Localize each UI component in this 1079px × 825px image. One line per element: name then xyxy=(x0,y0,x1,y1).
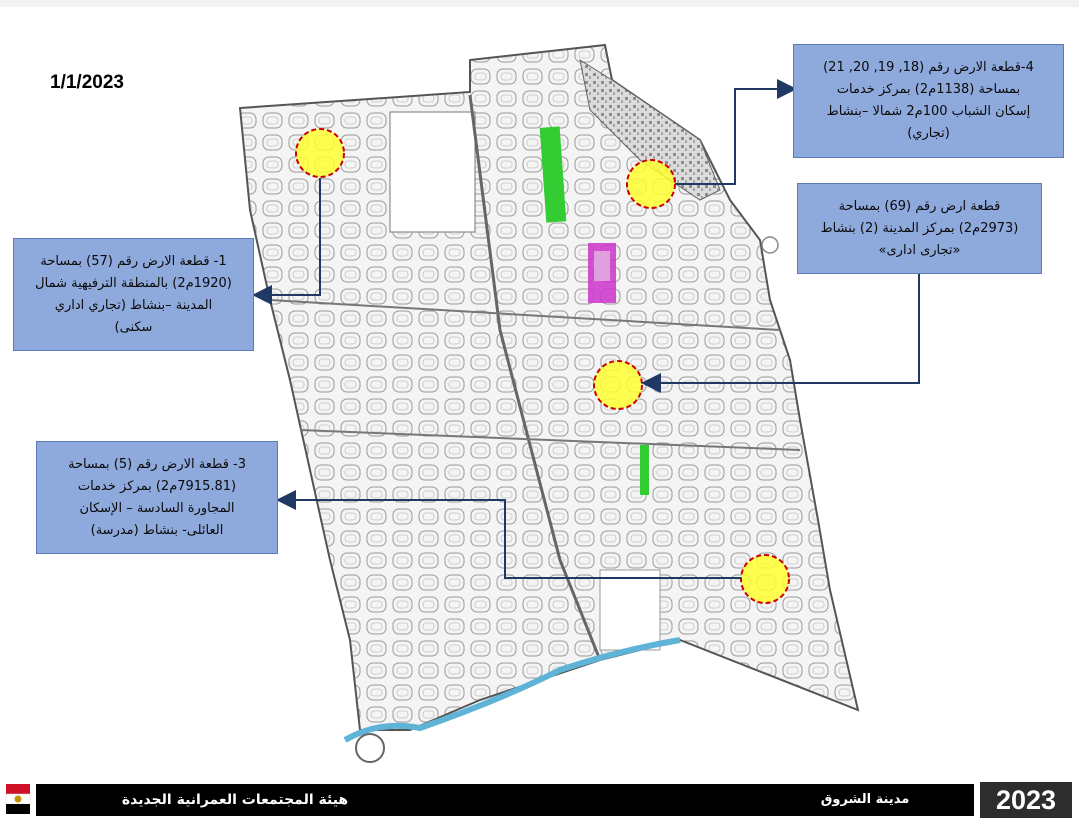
callout-line: إسكان الشباب 100م2 شمالا –بنشاط xyxy=(826,104,1031,119)
highlight-plot-5 xyxy=(741,555,789,603)
callout-plot-69 xyxy=(797,183,1042,274)
open-land xyxy=(390,112,475,232)
highlight-plot-69 xyxy=(594,361,642,409)
callout-line: المجاورة السادسة – الإسكان xyxy=(79,500,235,516)
footer-year: 2023 xyxy=(980,782,1072,818)
callout-line: المدينة –بنشاط (تجاري اداري xyxy=(54,297,213,313)
callout-line: بمساحة (1138م2) بمركز خدمات xyxy=(836,82,1021,97)
open-land-south xyxy=(600,570,660,650)
callout-line: (2973م2) بمركز المدينة (2) بنشاط xyxy=(820,220,1019,236)
callout-plot-5 xyxy=(36,441,278,554)
highlight-plot-57 xyxy=(296,129,344,177)
callout-line: «تجارى ادارى» xyxy=(878,242,961,258)
highlight-plot-18-21 xyxy=(627,160,675,208)
callout-line: قطعة ارض رقم (69) بمساحة xyxy=(838,198,1001,214)
organization-name: هيئة المجتمعات العمرانية الجديدة xyxy=(121,792,349,808)
callout-line: (تجاري) xyxy=(907,126,950,141)
callout-line: العائلى- بنشاط (مدرسة) xyxy=(90,522,224,538)
purple-zone-2 xyxy=(594,251,610,281)
egypt-flag-icon xyxy=(4,782,32,818)
map-date: 1/1/2023 xyxy=(50,72,124,93)
callout-line: 1- قطعة الارض رقم (57) بمساحة xyxy=(40,253,227,269)
callout-plot-18-21 xyxy=(793,44,1064,158)
callout-line: 3- قطعة الارض رقم (5) بمساحة xyxy=(67,456,247,472)
interchange xyxy=(356,734,384,762)
callout-plot-57 xyxy=(13,238,254,351)
callout-line: سكنى) xyxy=(114,319,153,335)
city-name: مدينة الشروق xyxy=(820,792,910,807)
green-strip xyxy=(640,445,649,495)
callout-line: (1920م2) بالمنطقة الترفيهية شمال xyxy=(35,275,232,291)
roundabout-east xyxy=(762,237,778,253)
callout-line: 4-قطعة الارض رقم (18, 19, 20, 21) xyxy=(823,60,1034,75)
callout-line: (7915.81م2) بمركز خدمات xyxy=(77,478,237,494)
